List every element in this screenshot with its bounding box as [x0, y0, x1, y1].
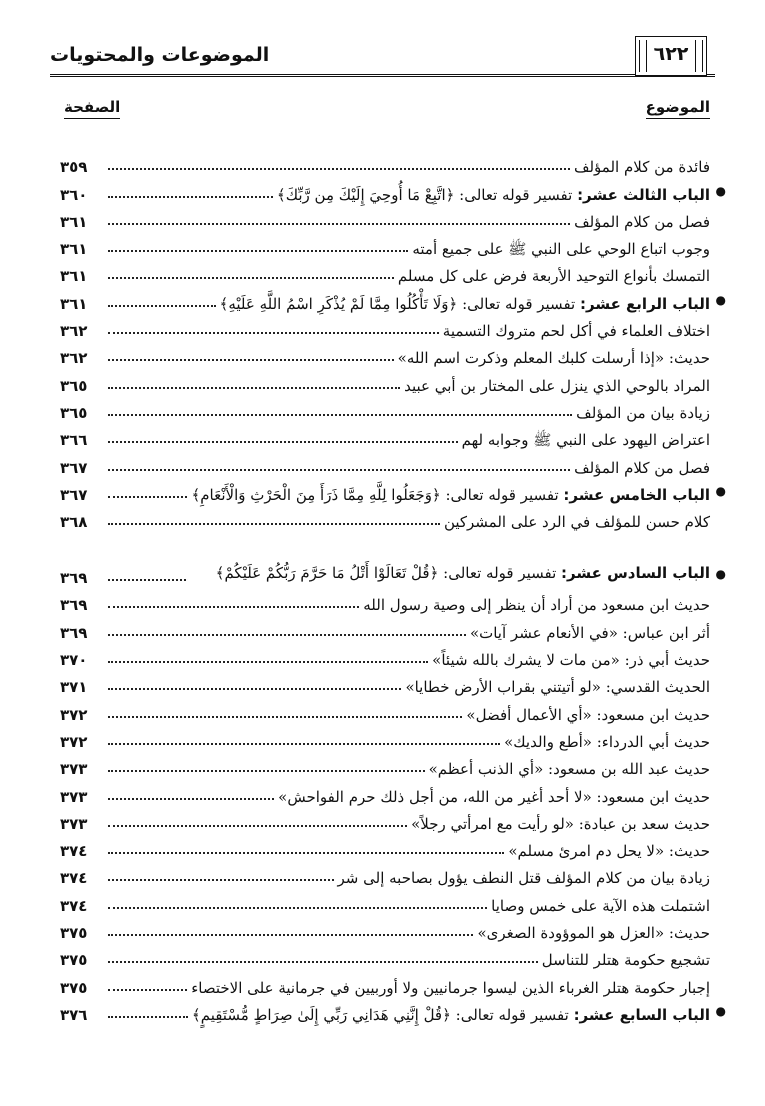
toc-entry — [60, 914, 710, 941]
toc-entry — [60, 284, 726, 313]
toc-entry — [60, 175, 726, 204]
entry-page-number: ٣٦٩ — [60, 569, 88, 588]
entry-page-number: ٣٦٩ — [60, 623, 88, 642]
entry-title: أثر ابن عباس: «في الأنعام عشر آيات» — [469, 623, 710, 642]
entry-text — [574, 212, 710, 231]
entry-text — [508, 844, 710, 859]
entry-text — [278, 787, 710, 806]
entry-text — [504, 732, 710, 751]
entry-title: تفسير قوله تعالى: ﴿وَلَا تَأْكُلُوا مِمَّا لَمْ يُذْكَرِ اسْمُ اللَّهِ عَلَيْهِ﴾ — [219, 294, 580, 313]
bullet-icon: ● — [715, 292, 726, 307]
entry-title: زيادة بيان من كلام المؤلف قتل النطف يؤول بصاحبه إلى شر — [337, 869, 710, 888]
entry-page-number: ٣٦٥ — [60, 376, 88, 395]
toc-entry — [60, 750, 710, 777]
entry-page-number: ٣٧٠ — [60, 651, 88, 670]
entry-text — [338, 871, 710, 886]
header-rule — [50, 74, 715, 77]
toc-entry — [60, 257, 710, 284]
toc-entry — [60, 968, 710, 995]
topic-column-heading: الموضوع — [646, 98, 710, 119]
entry-text — [190, 561, 710, 587]
entry-text — [404, 376, 710, 395]
dot-leader — [108, 606, 359, 608]
dot-leader — [108, 305, 216, 307]
entry-page-number: ٣٧٣ — [60, 787, 88, 806]
toc-entry — [60, 421, 710, 448]
entry-page-number: ٣٧٦ — [60, 1005, 88, 1024]
toc-entry — [60, 586, 710, 613]
entry-page-number: ٣٦٢ — [60, 322, 88, 341]
entry-text — [574, 458, 710, 477]
entry-page-number: ٣٧٣ — [60, 814, 88, 833]
entry-title: الحديث القدسي: «لو أتيتني بقراب الأرض خطايا» — [405, 678, 710, 697]
entry-title: حديث ابن مسعود من أراد أن ينظر إلى وصية رسول الله — [363, 596, 710, 615]
entry-page-number: ٣٧٣ — [60, 760, 88, 779]
dot-leader — [108, 907, 487, 909]
entry-text — [191, 485, 710, 504]
entry-title: حديث سعد بن عبادة: «لو رأيت مع امرأتي رجلاً» — [411, 814, 710, 833]
header-title: الموضوعات والمحتويات — [50, 44, 270, 66]
entry-title: تفسير قوله تعالى: ﴿اتَّبِعْ مَا أُوحِيَ إِلَيْكَ مِن رَّبِّكَ﴾ — [276, 185, 578, 204]
dot-leader — [108, 223, 570, 225]
entry-title: فائدة من كلام المؤلف — [573, 158, 710, 177]
dot-leader — [108, 743, 500, 745]
entry-title: حديث: «لا يحل دم امرئ مسلم» — [508, 842, 710, 861]
entry-text — [411, 814, 710, 833]
dot-leader — [108, 989, 187, 991]
toc-entry — [60, 148, 710, 175]
entry-title: حديث عبد الله بن مسعود: «أي الذنب أعظم» — [428, 760, 710, 779]
toc-entry — [60, 723, 710, 750]
chapter-label: الباب السابع عشر: — [573, 1005, 710, 1024]
entry-title: فصل من كلام المؤلف — [574, 458, 710, 477]
bullet-icon: ● — [715, 1003, 726, 1018]
entry-title: تفسير قوله تعالى: ﴿وَجَعَلُوا لِلَّهِ مِمَّا ذَرَأَ مِنَ الْحَرْثِ وَالْأَنْعَامِ﴾ — [191, 485, 564, 504]
toc-entry — [60, 996, 726, 1024]
entry-text — [398, 269, 710, 284]
toc-entry — [60, 886, 710, 913]
dot-leader — [108, 469, 570, 471]
entry-title: تفسير قوله تعالى: ﴿قُلْ تَعَالَوْا أَتْلُ مَا حَرَّمَ رَبُّكُمْ عَلَيْكُمْ﴾ — [215, 563, 562, 582]
dot-leader — [108, 1016, 188, 1018]
chapter-label: الباب الخامس عشر: — [563, 485, 710, 504]
dot-leader — [108, 688, 401, 690]
entry-title: إجبار حكومة هتلر الغرباء الذين ليسوا جرمانيين ولا أوربيين في جرمانية على الاختصاء — [191, 978, 710, 997]
entry-page-number: ٣٧١ — [60, 678, 88, 697]
entry-text — [398, 351, 710, 366]
toc-entry — [60, 503, 710, 530]
entry-page-number: ٣٧٤ — [60, 896, 88, 915]
chapter-label: الباب الثالث عشر: — [577, 185, 710, 204]
entry-title: حديث: «إذا أرسلت كلبك المعلم وذكرت اسم الله» — [397, 349, 710, 368]
toc-entry — [60, 203, 710, 230]
entry-title: كلام حسن للمؤلف في الرد على المشركين — [443, 513, 710, 532]
entry-text — [466, 705, 710, 724]
toc-entry — [60, 613, 710, 640]
entry-page-number: ٣٦٧ — [60, 485, 88, 504]
toc-entry — [60, 476, 726, 504]
chapter-label: الباب السادس عشر: — [561, 563, 710, 582]
entry-title: حديث أبي ذر: «من مات لا يشرك بالله شيئاً» — [432, 651, 710, 670]
entry-text — [191, 978, 710, 997]
entry-page-number: ٣٦٦ — [60, 431, 88, 450]
entry-page-number: ٣٧٢ — [60, 732, 88, 751]
dot-leader — [108, 770, 425, 772]
entry-page-number: ٣٧٥ — [60, 978, 88, 997]
dot-leader — [108, 441, 458, 443]
entry-title: حديث أبي الدرداء: «أطع والديك» — [504, 732, 710, 751]
entry-title: التمسك بأنواع التوحيد الأربعة فرض على كل مسلم — [397, 267, 710, 286]
entry-title: فصل من كلام المؤلف — [574, 212, 710, 231]
toc-entry — [60, 448, 710, 475]
entry-text — [574, 160, 710, 175]
entry-page-number: ٣٦١ — [60, 212, 88, 231]
entry-text — [412, 242, 710, 257]
entry-title: حديث ابن مسعود: «أي الأعمال أفضل» — [466, 705, 710, 724]
entry-page-number: ٣٦٨ — [60, 513, 88, 532]
entry-text — [443, 324, 710, 339]
entry-page-number: ٣٧٥ — [60, 951, 88, 970]
entry-page-number: ٣٦٥ — [60, 403, 88, 422]
dot-leader — [108, 934, 473, 936]
dot-leader — [108, 852, 504, 854]
toc-entry — [60, 339, 710, 366]
page-header — [50, 30, 715, 80]
dot-leader — [108, 825, 407, 827]
bullet-icon: ● — [715, 183, 726, 198]
dot-leader — [108, 661, 428, 663]
toc-entry — [60, 832, 710, 859]
entry-text — [462, 433, 710, 448]
page-number-frame — [635, 36, 707, 76]
entry-text — [219, 294, 710, 313]
dot-leader — [108, 798, 274, 800]
entry-text — [444, 515, 710, 530]
entry-page-number: ٣٦٢ — [60, 349, 88, 368]
toc-entries — [60, 148, 726, 1024]
entry-page-number: ٣٦١ — [60, 240, 88, 259]
entry-text — [191, 1005, 710, 1024]
dot-leader — [108, 277, 394, 279]
toc-entry — [60, 941, 710, 968]
entry-title: تشجيع حكومة هتلر للتناسل — [541, 951, 710, 970]
entry-page-number: ٣٦٧ — [60, 458, 88, 477]
dot-leader — [108, 414, 572, 416]
entry-text — [477, 926, 710, 941]
entry-page-number: ٣٦٠ — [60, 185, 88, 204]
toc-entry — [60, 805, 710, 832]
entry-page-number: ٣٧٤ — [60, 842, 88, 861]
toc-entry — [60, 695, 710, 722]
entry-title: تفسير قوله تعالى: ﴿قُلْ إِنَّنِي هَدَانِي رَبِّي إِلَىٰ صِرَاطٍ مُّسْتَقِيمٍ﴾ — [191, 1005, 574, 1024]
entry-text — [542, 953, 710, 968]
toc-entry — [60, 859, 710, 886]
entry-title: حديث ابن مسعود: «لا أحد أغير من الله، من أجل ذلك حرم الفواحش» — [278, 787, 710, 806]
entry-page-number: ٣٦١ — [60, 294, 88, 313]
dot-leader — [108, 579, 186, 581]
entry-page-number: ٣٥٩ — [60, 158, 88, 177]
bullet-icon: ● — [715, 567, 726, 582]
entry-text — [363, 598, 710, 613]
dot-leader — [108, 250, 408, 252]
dot-leader — [108, 634, 466, 636]
bullet-icon: ● — [715, 483, 726, 498]
dot-leader — [108, 716, 462, 718]
page-column-heading: الصفحة — [64, 98, 120, 119]
dot-leader — [108, 496, 187, 498]
entry-text — [429, 762, 710, 777]
chapter-label: الباب الرابع عشر: — [579, 294, 710, 313]
dot-leader — [108, 168, 570, 170]
entry-title: المراد بالوحي الذي ينزل على المختار بن أبي عبيد — [404, 376, 710, 395]
entry-text — [491, 896, 710, 915]
entry-text — [405, 680, 710, 695]
toc-entry — [60, 641, 710, 668]
entry-text — [576, 403, 710, 422]
entry-page-number: ٣٧٤ — [60, 869, 88, 888]
entry-title: زيادة بيان من المؤلف — [576, 403, 710, 422]
toc-entry — [60, 668, 710, 695]
toc-entry — [60, 394, 710, 421]
entry-text — [432, 653, 710, 668]
dot-leader — [108, 332, 439, 334]
entry-page-number: ٣٧٥ — [60, 924, 88, 943]
entry-page-number: ٣٦٩ — [60, 596, 88, 615]
toc-entry — [60, 312, 710, 339]
toc-entry — [60, 230, 710, 257]
entry-page-number: ٣٦١ — [60, 267, 88, 286]
entry-title: حديث: «العزل هو الموؤودة الصغرى» — [477, 924, 710, 943]
entry-text — [469, 623, 710, 642]
toc-entry — [60, 530, 726, 588]
entry-title: اعتراض اليهود على النبي ﷺ وجوابه لهم — [461, 431, 710, 450]
entry-title: اختلاف العلماء في أكل لحم متروك التسمية — [442, 322, 710, 341]
dot-leader — [108, 523, 440, 525]
dot-leader — [108, 879, 334, 881]
entry-page-number: ٣٧٢ — [60, 705, 88, 724]
dot-leader — [108, 387, 400, 389]
toc-entry — [60, 366, 710, 393]
dot-leader — [108, 359, 394, 361]
entry-title: اشتملت هذه الآية على خمس وصايا — [491, 896, 710, 915]
toc-entry — [60, 777, 710, 804]
dot-leader — [108, 196, 273, 198]
entry-text — [276, 185, 710, 204]
dot-leader — [108, 961, 538, 963]
page-number: ٦٢٢ — [653, 43, 689, 65]
entry-title: وجوب اتباع الوحي على النبي ﷺ على جميع أمته — [412, 240, 710, 259]
